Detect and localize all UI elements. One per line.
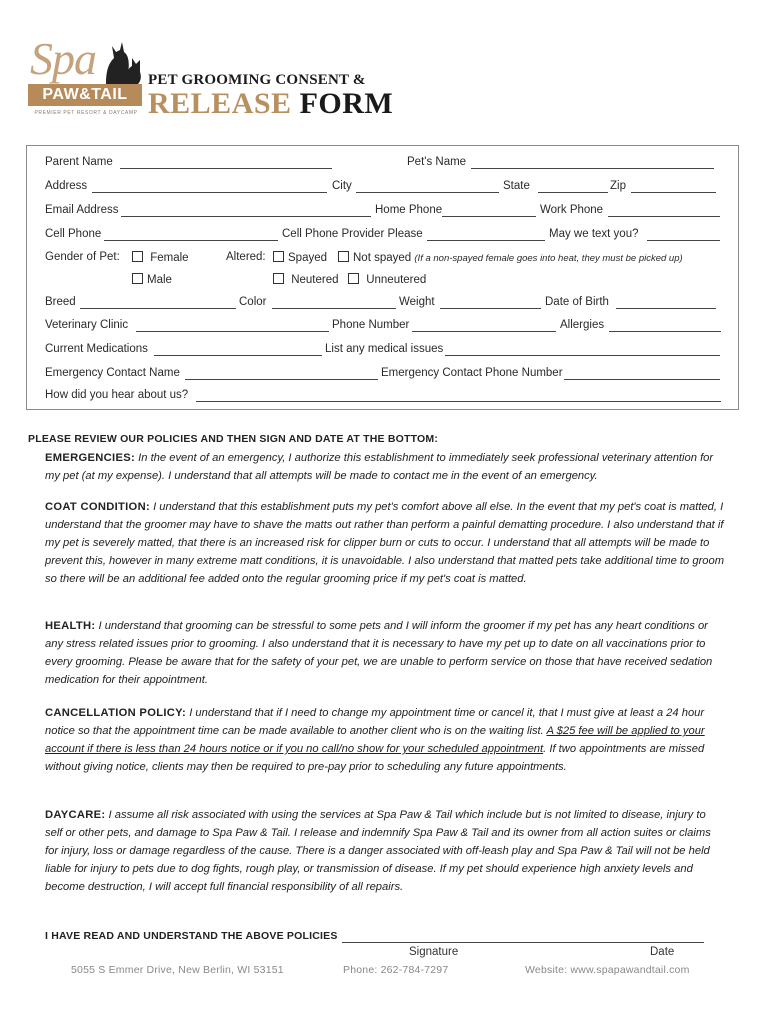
logo-paw-tail-badge: PAW&TAIL bbox=[28, 84, 142, 106]
text-permission-label: May we text you? bbox=[549, 228, 639, 240]
text-permission-field[interactable] bbox=[647, 240, 720, 241]
pets-name-field[interactable] bbox=[471, 168, 714, 169]
footer-phone: Phone: 262-784-7297 bbox=[343, 964, 449, 976]
spayed-option[interactable]: Spayed bbox=[273, 251, 327, 264]
address-label: Address bbox=[45, 180, 88, 192]
zip-field[interactable] bbox=[631, 192, 716, 193]
email-label: Email Address bbox=[45, 204, 119, 216]
title-release: RELEASE bbox=[148, 87, 292, 120]
weight-label: Weight bbox=[399, 296, 435, 308]
vet-phone-field[interactable] bbox=[412, 331, 556, 332]
home-phone-label: Home Phone bbox=[375, 204, 443, 216]
neutered-option[interactable]: Neutered bbox=[273, 273, 339, 286]
medical-issues-field[interactable] bbox=[445, 355, 720, 356]
dog-cat-silhouette-icon bbox=[96, 38, 144, 86]
policy-emergencies: EMERGENCIES: In the event of an emergency, I authorize this establishment to immediately seek professional veterinary attention for my pet (at my expense). I understand that all attempts will be made to contact me in the event of an emergency. bbox=[45, 452, 714, 482]
cancellation-fee-notice: A $25 fee will be applied to your account if there is less than 24 hours notice or if you no call/no show for your scheduled appointment bbox=[45, 725, 705, 755]
medical-issues-label: List any medical issues bbox=[325, 343, 444, 355]
parent-name-field[interactable] bbox=[120, 168, 332, 169]
work-phone-field[interactable] bbox=[608, 216, 720, 217]
emergencies-label: EMERGENCIES: bbox=[45, 452, 136, 464]
signature-line[interactable] bbox=[342, 942, 704, 943]
female-checkbox[interactable] bbox=[132, 251, 143, 262]
policy-coat-condition: COAT CONDITION: I understand that this establishment puts my pet's comfort above all else. In the event that my pet's coat is matted, I understand that the groomer may have to shave the matts out rather than perform a painful dematting procedure. I also understand that if my pet is severely matted, that there is an increased risk for clipper burn or cuts to occur. I understand that all attempts will be made to prevent this, however in many extreme matt conditions, it is unavoidable. I also understand that matted pets take additional time to groom so there will be an additional fee added onto the regular grooming price if my pet's coat is matted. bbox=[45, 501, 725, 585]
coat-label: COAT CONDITION: bbox=[45, 501, 150, 513]
cell-phone-label: Cell Phone bbox=[45, 228, 102, 240]
form-title-line1: PET GROOMING CONSENT & bbox=[148, 72, 366, 88]
unneutered-checkbox[interactable] bbox=[348, 273, 359, 284]
male-option[interactable]: Male bbox=[132, 273, 172, 286]
vet-phone-label: Phone Number bbox=[332, 319, 410, 331]
breed-field[interactable] bbox=[80, 308, 236, 309]
city-label: City bbox=[332, 180, 352, 192]
cell-phone-field[interactable] bbox=[104, 240, 278, 241]
state-label: State bbox=[503, 180, 530, 192]
city-field[interactable] bbox=[356, 192, 499, 193]
medications-field[interactable] bbox=[154, 355, 322, 356]
medications-label: Current Medications bbox=[45, 343, 148, 355]
emergency-phone-field[interactable] bbox=[564, 379, 720, 380]
allergies-field[interactable] bbox=[609, 331, 721, 332]
state-field[interactable] bbox=[538, 192, 608, 193]
home-phone-field[interactable] bbox=[442, 216, 536, 217]
heard-about-field[interactable] bbox=[196, 401, 721, 402]
not-spayed-checkbox[interactable] bbox=[338, 251, 349, 262]
dob-field[interactable] bbox=[616, 308, 716, 309]
title-form: FORM bbox=[299, 87, 394, 120]
cancellation-label: CANCELLATION POLICY: bbox=[45, 707, 187, 719]
date-label: Date bbox=[650, 946, 675, 958]
unneutered-option[interactable]: Unneutered bbox=[348, 273, 426, 286]
gender-label: Gender of Pet: bbox=[45, 251, 120, 263]
policy-health: HEALTH: I understand that grooming can be stressful to some pets and I will inform the groomer if my pet has any heart conditions or any stress related issues prior to grooming. I also understand that it is necessary to have my pet up to date on all vaccinations prior to every grooming. Please be aware that for the safety of your pet, we are unable to perform service on those that have received sedation medication for their appointment. bbox=[45, 620, 713, 686]
altered-label: Altered: bbox=[226, 251, 266, 263]
policy-cancellation: CANCELLATION POLICY: I understand that if I need to change my appointment time or cancel it, that I must give at least a 24 hour notice so that the appointment time can be made available to another client who is on the waiting list. A $25 fee will be applied to your account if there is less than 24 hours notice or if you no call/no show for your scheduled appointment. If two appointments are missed without giving notice, clients may then be required to pre-pay prior to scheduling any future appointments. bbox=[45, 707, 705, 773]
color-label: Color bbox=[239, 296, 267, 308]
dob-label: Date of Birth bbox=[545, 296, 609, 308]
policies-heading: PLEASE REVIEW OUR POLICIES AND THEN SIGN AND DATE AT THE BOTTOM: bbox=[28, 433, 439, 445]
zip-label: Zip bbox=[610, 180, 626, 192]
health-label: HEALTH: bbox=[45, 620, 96, 632]
breed-label: Breed bbox=[45, 296, 76, 308]
signature-label: Signature bbox=[409, 946, 459, 958]
not-spayed-option[interactable]: Not spayed (If a non-spayed female goes into heat, they must be picked up) bbox=[338, 251, 683, 264]
logo-tagline: PREMIER PET RESORT & DAYCAMP bbox=[34, 110, 138, 116]
weight-field[interactable] bbox=[440, 308, 541, 309]
heard-about-label: How did you hear about us? bbox=[45, 389, 189, 401]
form-title-line2 bbox=[148, 86, 393, 122]
footer-website: Website: www.spapawandtail.com bbox=[525, 964, 690, 976]
daycare-label: DAYCARE: bbox=[45, 809, 106, 821]
cell-provider-label: Cell Phone Provider Please bbox=[282, 228, 423, 240]
color-field[interactable] bbox=[272, 308, 396, 309]
email-field[interactable] bbox=[121, 216, 371, 217]
female-option[interactable]: Female bbox=[132, 251, 189, 264]
allergies-label: Allergies bbox=[560, 319, 605, 331]
male-checkbox[interactable] bbox=[132, 273, 143, 284]
acknowledgement-label: I HAVE READ AND UNDERSTAND THE ABOVE POLICIES bbox=[45, 930, 338, 942]
emergency-name-label: Emergency Contact Name bbox=[45, 367, 180, 379]
spay-note: (If a non-spayed female goes into heat, they must be picked up) bbox=[414, 253, 683, 264]
pets-name-label: Pet's Name bbox=[407, 156, 467, 168]
parent-name-label: Parent Name bbox=[45, 156, 113, 168]
logo-script-text: Spa bbox=[30, 33, 96, 84]
spayed-checkbox[interactable] bbox=[273, 251, 284, 262]
emergency-phone-label: Emergency Contact Phone Number bbox=[381, 367, 563, 379]
vet-clinic-field[interactable] bbox=[136, 331, 329, 332]
work-phone-label: Work Phone bbox=[540, 204, 604, 216]
emergency-name-field[interactable] bbox=[185, 379, 378, 380]
vet-clinic-label: Veterinary Clinic bbox=[45, 319, 129, 331]
footer-address: 5055 S Emmer Drive, New Berlin, WI 53151 bbox=[71, 964, 284, 976]
policy-daycare: DAYCARE: I assume all risk associated with using the services at Spa Paw & Tail which include but is not limited to disease, injury to self or other pets, and damage to Spa Paw & Tail. I release and indemnify Spa Paw & Tail and its owner from all action suites or claims for injury, loss or damage regardless of the cause. There is a danger associated with off-leash play and Spa Paw & Tail will not be held liable for injury to pets due to dog fights, rough play, or transmission of disease. If my pet should experience high anxiety levels and become destruction, I will accept full financial responsibility of all repairs. bbox=[45, 809, 711, 893]
cell-provider-field[interactable] bbox=[427, 240, 545, 241]
address-field[interactable] bbox=[92, 192, 327, 193]
neutered-checkbox[interactable] bbox=[273, 273, 284, 284]
